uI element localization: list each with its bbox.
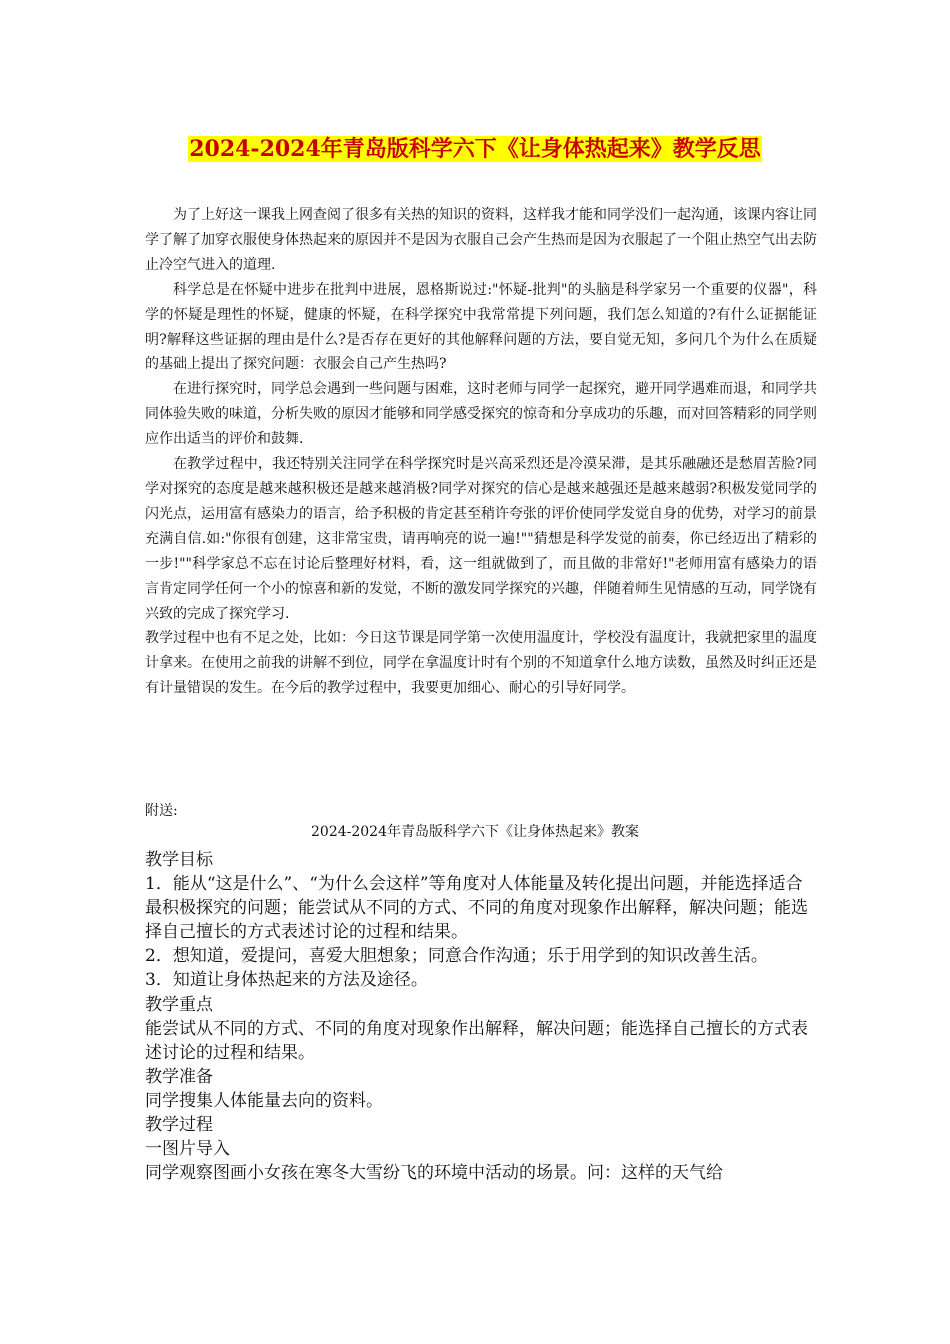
reflection-paragraph: 为了上好这一课我上网查阅了很多有关热的知识的资料，这样我才能和同学没们一起沟通，该课内容让同学了解了加穿衣服使身体热起来的原因并不是因为衣服自己会产生热而是因为衣服起了一个阻止热空气出去防止冷空气进入的道理. [145, 207, 817, 273]
appendix-label: 附送: [145, 803, 178, 819]
reflection-paragraph: 教学过程中也有不足之处，比如：今日这节课是同学第一次使用温度计，学校没有温度计，我就把家里的温度计拿来。在使用之前我的讲解不到位，同学在拿温度计时有个别的不知道拿什么地方读数，虽然及时纠正还是有计量错误的发生。在今后的教学过程中，我要更加细心、耐心的引导好同学。 [145, 630, 817, 697]
reflection-paragraph: 在进行探究时，同学总会遇到一些问题与困难，这时老师与同学一起探究，避开同学遇难而退，和同学共同体验失败的味道，分析失败的原因才能够和同学感受探究的惊奇和分享成功的乐趣，而对回答精彩的同学则应作出适当的评价和鼓舞. [145, 381, 817, 448]
section-heading-objectives: 教学目标 [145, 850, 213, 870]
objective-item: 3．知道让身体热起来的方法及途径。 [145, 970, 428, 991]
lesson-plan-body [145, 848, 817, 1185]
document-title [0, 134, 950, 164]
reflection-paragraph: 科学总是在怀疑中进步在批判中进展，恩格斯说过:"怀疑-批判"的头脑是科学家另一个重要的仪器"，科学的怀疑是理性的怀疑，健康的怀疑，在科学探究中我常常提下列问题，我们怎么知道的?有什么证据能证明?解释这些证据的理由是什么?是否存在更好的其他解释问题的方法，要自觉无知，多问几个为什么在质疑的基础上提出了探究问题：衣服会自己产生热吗? [145, 281, 817, 373]
process-step-text: 同学观察图画小女孩在寒冬大雪纷飞的环境中活动的场景。问：这样的天气给 [145, 1163, 723, 1184]
reflection-body [145, 203, 817, 701]
process-step-heading: 一图片导入 [145, 1139, 230, 1160]
preparation-text: 同学搜集人体能量去向的资料。 [145, 1090, 383, 1111]
objective-item: 2．想知道，爱提问，喜爱大胆想象；同意合作沟通；乐于用学到的知识改善生活。 [145, 946, 768, 967]
key-points-text: 能尝试从不同的方式、不同的角度对现象作出解释，解决问题；能选择自己擅长的方式表述讨论的过程和结果。 [145, 1018, 808, 1063]
section-heading-process: 教学过程 [145, 1115, 213, 1136]
section-heading-key-points: 教学重点 [145, 994, 213, 1015]
lesson-plan-title: 2024-2024年青岛版科学六下《让身体热起来》教案 [311, 824, 639, 840]
objective-item: 1．能从“这是什么”、“为什么会这样”等角度对人体能量及转化提出问题，并能选择适合最积极探究的问题；能尝试从不同的方式、不同的角度对现象作出解释，解决问题；能选择自己擅长的方式表述讨论的过程和结果。 [145, 874, 808, 943]
section-heading-preparation: 教学准备 [145, 1066, 213, 1087]
document-title-text: 2024-2024年青岛版科学六下《让身体热起来》教学反思 [189, 136, 761, 162]
reflection-paragraph: 在教学过程中，我还特别关注同学在科学探究时是兴高采烈还是冷漠呆滞，是其乐融融还是愁眉苦脸?同学对探究的态度是越来越积极还是越来越消极?同学对探究的信心是越来越强还是越来越弱?积极发觉同学的闪光点，运用富有感染力的语言，给予积极的肯定甚至稍许夸张的评价使同学发觉自身的优势，对学习的前景充满自信.如:"你很有创建，这非常宝贵，请再响亮的说一遍!""猜想是科学发觉的前奏，你已经迈出了精彩的一步!""科学家总不忘在讨论后整理好材料，看，这一组就做到了，而且做的非常好!"老师用富有感染力的语言肯定同学任何一个小的惊喜和新的发觉，不断的激发同学探究的兴趣，伴随着师生见情感的互动，同学饶有兴致的完成了探究学习. [145, 456, 817, 622]
